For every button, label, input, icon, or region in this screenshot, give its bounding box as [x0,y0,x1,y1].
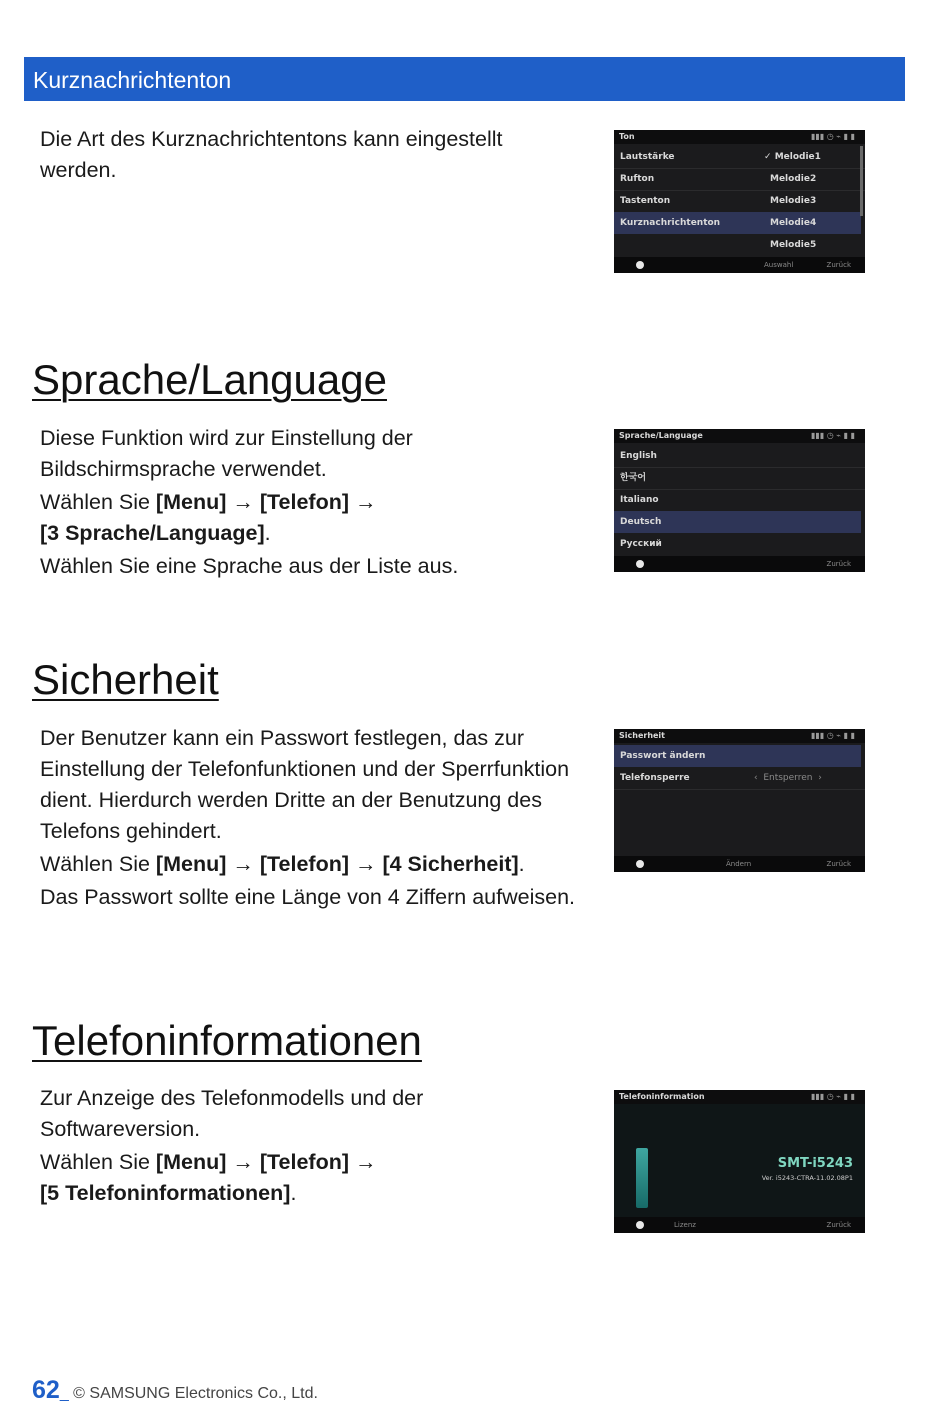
sprache-heading: Sprache/Language [32,356,387,403]
sprache-description: Diese Funktion wird zur Einstellung der Bildschirmsprache verwendet. Wählen Sie [Menu] → [Telefon] → [3 Sprache/Language]. Wählen Sie eine Sprache aus der Liste aus. [40,423,580,582]
sicherheit-menu-path: Wählen Sie [Menu] → [Telefon] → [4 Sicherheit]. [40,852,525,876]
screen-row: Rufton Melodie2 [620,174,817,184]
screen-row: Melodie5 [770,240,817,250]
language-row: English [620,451,657,461]
home-icon [636,1221,644,1229]
section-bar [24,57,905,101]
kurznachricht-description: Die Art des Kurznachrichtentons kann eingestellt werden. [40,127,503,182]
telefoninfo-heading: Telefoninformationen [32,1017,422,1064]
screen-title: Telefoninformation [619,1092,705,1101]
page-number: 62 [32,1376,60,1404]
copyright: © SAMSUNG Electronics Co., Ltd. [73,1385,318,1402]
password-change-row: Passwort ändern [614,745,861,767]
telefoninfo-description: Zur Anzeige des Telefonmodells und der Softwareversion. Wählen Sie [Menu] → [Telefon] → [5 Telefoninformationen]. [40,1083,580,1209]
home-icon [636,261,644,269]
home-icon [636,560,644,568]
screen-title: Sprache/Language [619,431,703,440]
screen-row: Tastenton Melodie3 [620,196,817,206]
phone-image [636,1148,648,1208]
section-bar-title: Kurznachrichtenton [33,67,232,93]
home-icon [636,860,644,868]
sprache-screen-screenshot: Sprache/Language ▮▮▮ ◷ ⌁ ▮ ▮ English 한국어 Italiano Deutsch Русский Zurück [614,429,865,572]
sicherheit-description: Der Benutzer kann ein Passwort festlegen, das zur Einstellung der Telefonfunktionen und der Sperrfunktion dient. Hierdurch werden Dritte an der Benutzung des Telefons gehindert. Wählen Sie [Menu] → [Telefon] → [4 Sicherheit]. Das Passwort sollte eine Länge von 4 Ziffern aufweisen. [40,726,576,909]
software-version: Ver. i5243-CTRA-11.02.08P1 [761,1174,853,1182]
ton-screen-screenshot: Ton ▮▮▮ ◷ ⌁ ▮ ▮ Lautstärke ✓ Melodie1 Rufton Melodie2 Tastenton Melodie3 Kurznachrichtenton Melodie4 Melodie5 Auswahl Zurück [614,130,865,273]
language-row: Русский [620,539,662,549]
telefoninfo-screen-screenshot: Telefoninformation ▮▮▮ ◷ ⌁ ▮ ▮ SMT-i5243 Ver. i5243-CTRA-11.02.08P1 Lizenz Zurück [614,1090,865,1233]
scrollbar [860,146,863,216]
screen-row: Lautstärke ✓ Melodie1 [620,152,821,162]
language-row-selected: Deutsch [614,511,861,533]
page-footer: 62_ © SAMSUNG Electronics Co., Ltd. [32,1376,318,1404]
sicherheit-heading: Sicherheit [32,656,219,703]
language-row: 한국어 [620,473,647,483]
sprache-menu-path: Wählen Sie [Menu] → [Telefon] → [3 Sprache/Language]. [40,490,377,545]
phone-model: SMT-i5243 [777,1156,853,1171]
language-row: Italiano [620,495,659,505]
telefoninfo-menu-path: Wählen Sie [Menu] → [Telefon] → [5 Telefoninformationen]. [40,1150,377,1205]
sicherheit-screen-screenshot: Sicherheit ▮▮▮ ◷ ⌁ ▮ ▮ Passwort ändern Telefonsperre ‹ Entsperren › Ändern Zurück [614,729,865,872]
screen-title: Sicherheit [619,731,665,740]
screen-title: Ton [619,132,635,141]
screen-row-selected: Kurznachrichtenton Melodie4 [614,212,861,234]
phone-lock-row: Telefonsperre ‹ Entsperren › [620,773,822,783]
